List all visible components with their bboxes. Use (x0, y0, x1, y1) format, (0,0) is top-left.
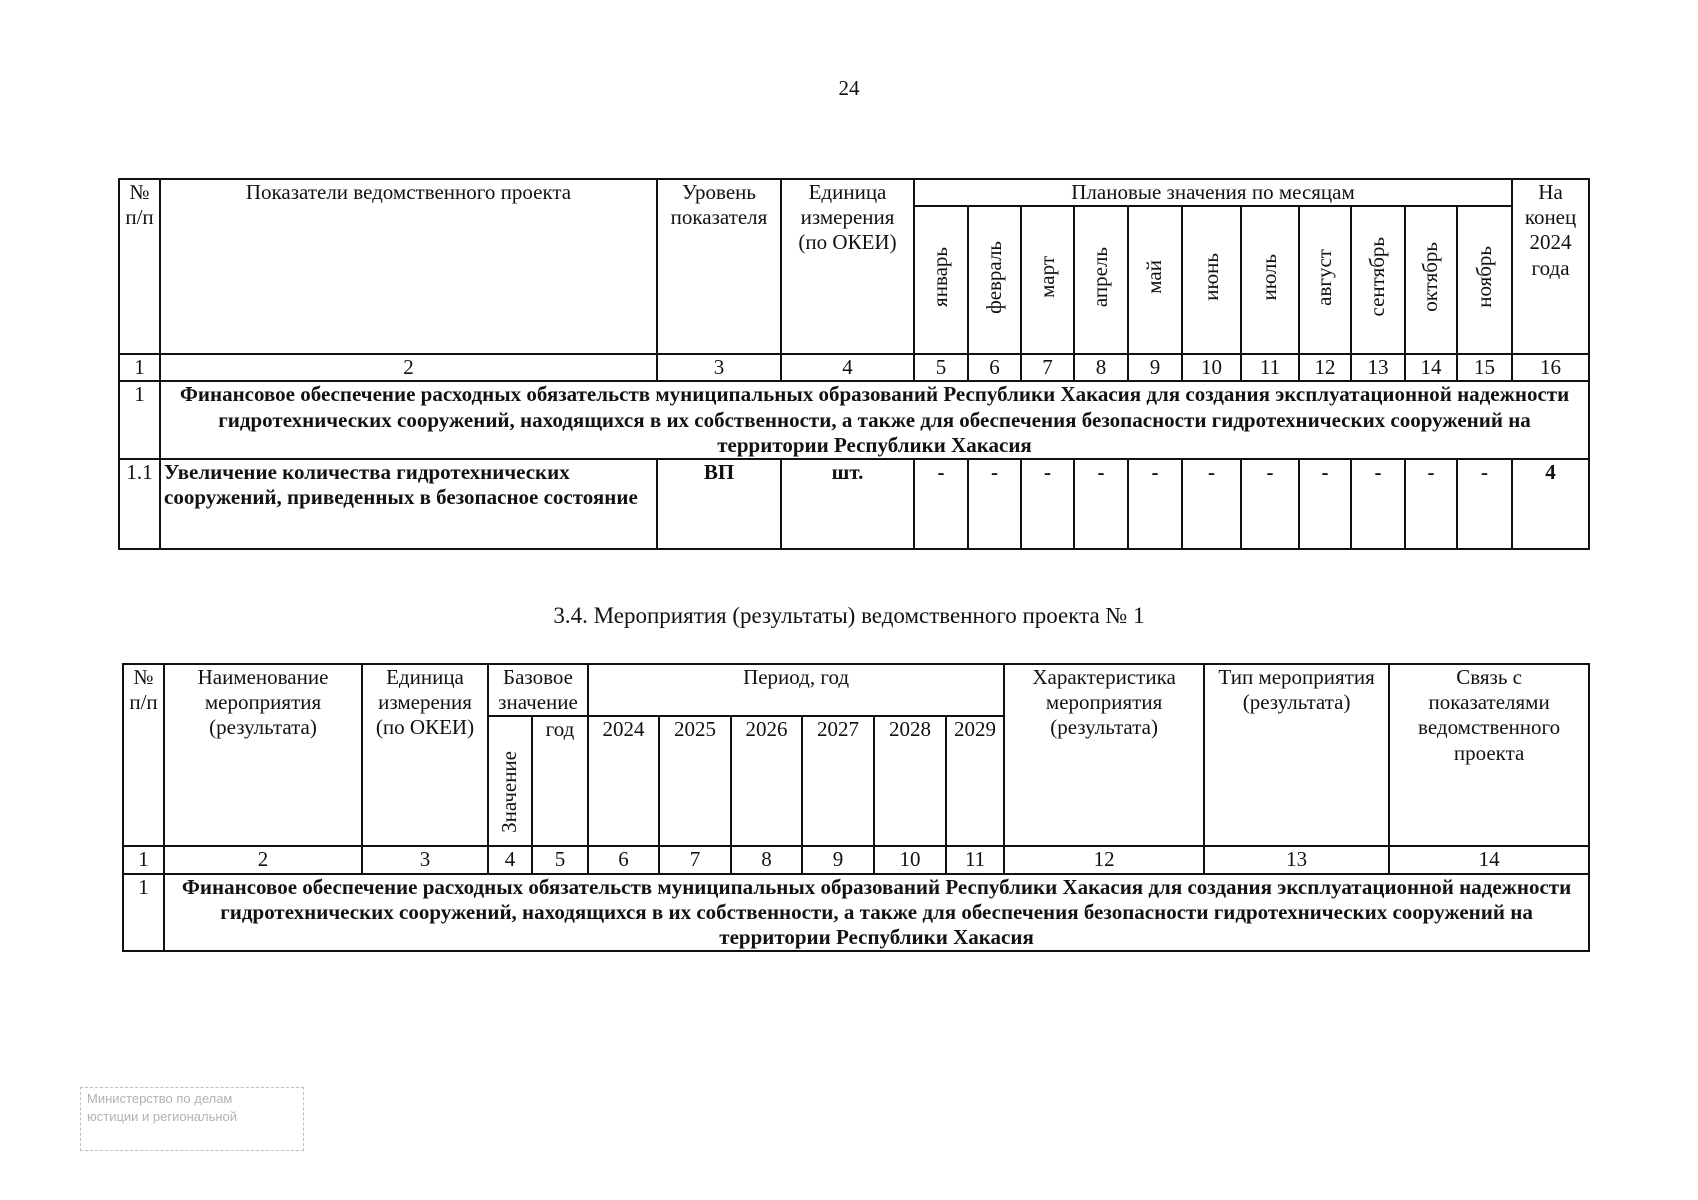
column-number: 6 (588, 846, 659, 873)
month-header: октябрь (1405, 206, 1457, 354)
column-number: 3 (657, 354, 781, 381)
header-num: № п/п (123, 664, 164, 846)
column-number: 13 (1351, 354, 1405, 381)
month-value: - (1128, 459, 1182, 549)
month-value: - (1299, 459, 1351, 549)
stamp-line: юстиции и региональной (87, 1108, 238, 1124)
indicator-level: ВП (657, 459, 781, 549)
header-year-end: На конец 2024 года (1512, 179, 1589, 354)
month-value: - (968, 459, 1021, 549)
column-number: 2 (160, 354, 657, 381)
column-number: 11 (946, 846, 1004, 873)
table-row (119, 459, 1589, 549)
month-header: февраль (968, 206, 1021, 354)
table-header-row (123, 664, 1589, 716)
column-number: 8 (1074, 354, 1128, 381)
header-base-value: Значение (488, 716, 532, 846)
column-number: 1 (119, 354, 160, 381)
header-year: 2027 (802, 716, 874, 846)
activities-table (122, 663, 1590, 952)
section-row (123, 874, 1589, 952)
month-value: - (1074, 459, 1128, 549)
header-indicator: Показатели ведомственного проекта (160, 179, 657, 354)
column-number: 8 (731, 846, 802, 873)
section-title-cell: Финансовое обеспечение расходных обязательств муниципальных образований Республики Хакасия для создания эксплуатационной надежности гидротехнических сооружений, находящихся в их собственности, а также для обеспечения безопасности гидротехнических сооружений на территории Республики Хакасия (164, 874, 1589, 952)
column-number-row (123, 846, 1589, 873)
header-base-year: год (532, 716, 588, 846)
month-header: июль (1241, 206, 1299, 354)
header-year: 2025 (659, 716, 731, 846)
header-type: Тип мероприятия (результата) (1204, 664, 1389, 846)
column-number: 11 (1241, 354, 1299, 381)
month-header: сентябрь (1351, 206, 1405, 354)
indicators-table (118, 178, 1590, 550)
month-value: - (1457, 459, 1512, 549)
month-header: апрель (1074, 206, 1128, 354)
column-number: 10 (874, 846, 946, 873)
column-number: 14 (1389, 846, 1589, 873)
column-number: 12 (1004, 846, 1204, 873)
header-num: № п/п (119, 179, 160, 354)
month-header: ноябрь (1457, 206, 1512, 354)
month-value: - (1241, 459, 1299, 549)
month-value: - (1351, 459, 1405, 549)
column-number: 6 (968, 354, 1021, 381)
month-value: - (914, 459, 968, 549)
column-number: 13 (1204, 846, 1389, 873)
header-unit: Единица измерения (по ОКЕИ) (362, 664, 488, 846)
section-title-cell: Финансовое обеспечение расходных обязательств муниципальных образований Республики Хакасия для создания эксплуатационной надежности гидротехнических сооружений, находящихся в их собственности, а также для обеспечения безопасности гидротехнических сооружений на территории Республики Хакасия (160, 381, 1589, 459)
month-value: - (1405, 459, 1457, 549)
section-heading: 3.4. Мероприятия (результаты) ведомственного проекта № 1 (553, 603, 1145, 628)
column-number: 4 (781, 354, 914, 381)
header-name: Наименование мероприятия (результата) (164, 664, 362, 846)
indicator-unit: шт. (781, 459, 914, 549)
section-num: 1 (119, 381, 160, 459)
column-number: 10 (1182, 354, 1241, 381)
section-num: 1 (123, 874, 164, 952)
header-level: Уровень показателя (657, 179, 781, 354)
month-header: январь (914, 206, 968, 354)
year-end-value: 4 (1512, 459, 1589, 549)
column-number: 5 (914, 354, 968, 381)
column-number: 7 (659, 846, 731, 873)
header-period: Период, год (588, 664, 1004, 716)
registration-stamp (80, 1087, 304, 1151)
month-header: июнь (1182, 206, 1241, 354)
header-characteristic: Характеристика мероприятия (результата) (1004, 664, 1204, 846)
month-value: - (1182, 459, 1241, 549)
column-number-row (119, 354, 1589, 381)
header-year: 2026 (731, 716, 802, 846)
column-number: 5 (532, 846, 588, 873)
stamp-line: Министерство по делам (87, 1091, 233, 1106)
month-header: май (1128, 206, 1182, 354)
section-row (119, 381, 1589, 459)
column-number: 16 (1512, 354, 1589, 381)
header-base: Базовое значение (488, 664, 588, 716)
column-number: 3 (362, 846, 488, 873)
column-number: 1 (123, 846, 164, 873)
column-number: 2 (164, 846, 362, 873)
month-value: - (1021, 459, 1074, 549)
column-number: 9 (1128, 354, 1182, 381)
header-year: 2029 (946, 716, 1004, 846)
header-year: 2028 (874, 716, 946, 846)
row-num: 1.1 (119, 459, 160, 549)
indicator-name: Увеличение количества гидротехнических сооружений, приведенных в безопасное состояние (160, 459, 657, 549)
column-number: 9 (802, 846, 874, 873)
page-number: 24 (838, 76, 860, 100)
header-year: 2024 (588, 716, 659, 846)
table-header-row (119, 179, 1589, 206)
column-number: 14 (1405, 354, 1457, 381)
column-number: 15 (1457, 354, 1512, 381)
header-unit: Единица измерения (по ОКЕИ) (781, 179, 914, 354)
month-header: август (1299, 206, 1351, 354)
column-number: 12 (1299, 354, 1351, 381)
month-header: март (1021, 206, 1074, 354)
column-number: 7 (1021, 354, 1074, 381)
column-number: 4 (488, 846, 532, 873)
header-monthly: Плановые значения по месяцам (914, 179, 1512, 206)
header-link: Связь с показателями ведомственного проекта (1389, 664, 1589, 846)
